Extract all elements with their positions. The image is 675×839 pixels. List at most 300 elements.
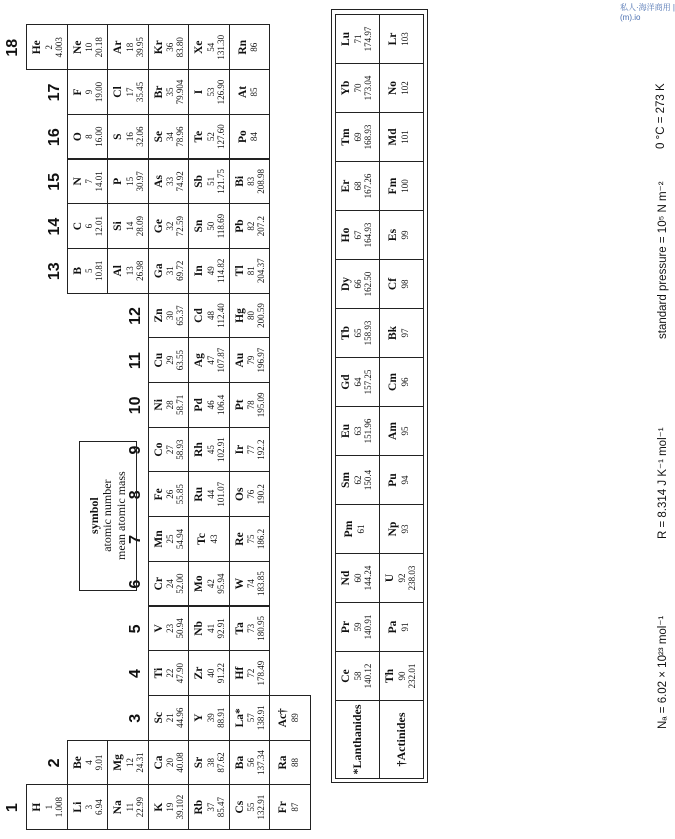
atomic-mass: 32.06: [134, 126, 145, 147]
element-symbol: Mn: [152, 530, 165, 548]
element-symbol: Dy: [340, 276, 352, 292]
atomic-number: 54: [205, 42, 216, 52]
atomic-mass: 28.09: [134, 215, 145, 237]
atomic-mass: 162.50: [362, 271, 373, 297]
group-8-header: 8: [126, 490, 144, 500]
atomic-number: 15: [124, 176, 135, 186]
atomic-number: 101: [399, 130, 410, 144]
element-be: [67, 740, 109, 786]
atomic-mass: 30.97: [134, 171, 145, 192]
element-pu: [379, 455, 424, 505]
atomic-number: 92: [396, 573, 407, 583]
atomic-number: 62: [352, 475, 363, 485]
element-at: [229, 69, 271, 115]
atomic-mass: 144.24: [362, 565, 373, 591]
element-cd: [188, 293, 230, 339]
element-symbol: Bi: [233, 175, 246, 187]
zero-celsius: 0 °C = 273 K: [655, 83, 667, 149]
atomic-number: 83: [246, 176, 257, 186]
atomic-number: 10: [84, 42, 95, 52]
atomic-number: 88: [289, 757, 300, 767]
group-1-header: 1: [4, 803, 21, 813]
element-eu: [335, 406, 380, 456]
atomic-number: 26: [165, 489, 176, 499]
actinides-label: †Actinides: [379, 700, 424, 779]
element-ra: [269, 740, 311, 786]
atomic-number: 95: [399, 426, 410, 436]
element-symbol: V: [152, 624, 165, 633]
element-po: [229, 114, 271, 160]
element-in: [188, 248, 230, 294]
atomic-mass: 39.102: [175, 794, 186, 820]
atomic-mass: 168.93: [362, 124, 373, 150]
element-symbol: Ru: [193, 486, 205, 502]
element-symbol: I: [193, 89, 205, 95]
atomic-number: 34: [165, 132, 176, 142]
group-14-header: 14: [45, 217, 63, 236]
atomic-number: 53: [205, 87, 216, 97]
element-as: [148, 159, 190, 205]
element-symbol: Cr: [152, 576, 165, 591]
atomic-mass: 196.97: [256, 347, 267, 373]
atomic-number: 93: [399, 524, 410, 534]
atomic-number: 74: [246, 579, 257, 589]
atomic-mass: 44.96: [175, 707, 186, 728]
group-3-header: 3: [126, 713, 144, 723]
atomic-number: 27: [165, 445, 176, 455]
atomic-number: 33: [165, 176, 176, 186]
element-os: [229, 471, 271, 517]
element-ti: [148, 650, 190, 696]
element-bi: [229, 159, 271, 205]
element-symbol: Po: [236, 130, 249, 144]
atomic-number: 38: [205, 757, 216, 767]
element-th: [379, 651, 424, 701]
atomic-number: 31: [165, 266, 176, 276]
element-bk: [379, 308, 424, 358]
element-v: [148, 606, 190, 652]
atomic-mass: 164.93: [362, 222, 373, 248]
element-symbol: P: [112, 177, 124, 185]
atomic-mass: 52.00: [175, 573, 186, 594]
atomic-mass: 195.09: [256, 392, 267, 418]
atomic-number: 50: [205, 221, 216, 231]
group-2-header: 2: [45, 758, 63, 768]
element-symbol: Cs: [233, 800, 246, 814]
element-np: [379, 504, 424, 554]
atomic-mass: 69.72: [175, 260, 186, 281]
element-sb: [188, 159, 230, 205]
element-h: [26, 784, 68, 830]
element-symbol: Na: [112, 800, 124, 815]
atomic-number: 58: [352, 671, 363, 681]
group-6-header: 6: [126, 579, 144, 589]
element-symbol: N: [71, 177, 84, 186]
element-ho: [335, 210, 380, 260]
element-symbol: Nb: [193, 621, 205, 636]
element-symbol: Ne: [71, 40, 84, 54]
group-4-header: 4: [126, 669, 144, 679]
element-la: [229, 695, 271, 741]
element-nd: [335, 553, 380, 603]
element-ru: [188, 471, 230, 517]
element-symbol: Zn: [152, 308, 165, 323]
element-no: [379, 63, 424, 113]
atomic-mass: 150.4: [362, 469, 373, 491]
element-symbol: Fr: [277, 801, 289, 814]
element-al: [107, 248, 149, 294]
atomic-number: 32: [165, 221, 176, 231]
element-w: [229, 561, 271, 607]
element-symbol: Kr: [152, 40, 165, 55]
element-symbol: Tl: [233, 265, 246, 277]
atomic-number: 42: [205, 579, 216, 589]
element-br: [148, 69, 190, 115]
atomic-number: 41: [205, 623, 216, 633]
atomic-number: 102: [399, 81, 410, 95]
atomic-mass: 186.2: [256, 528, 267, 550]
element-symbol: Pt: [233, 399, 246, 411]
element-te: [188, 114, 230, 160]
element-se: [148, 114, 190, 160]
element-mo: [188, 561, 230, 607]
element-xe: [188, 24, 230, 70]
atomic-mass: 95.94: [215, 573, 226, 594]
atomic-number: 9: [84, 89, 95, 95]
atomic-number: 21: [165, 713, 176, 723]
element-symbol: Cd: [193, 308, 205, 323]
element-symbol: Os: [233, 487, 246, 501]
group-9-header: 9: [126, 445, 144, 455]
element-symbol: U: [384, 573, 396, 583]
atomic-mass: 79.904: [175, 79, 186, 105]
element-symbol: Ni: [152, 399, 165, 411]
atomic-mass: 132.91: [256, 794, 267, 820]
atomic-number: 98: [399, 279, 410, 289]
atomic-number: 61: [355, 524, 366, 534]
element-symbol: Md: [387, 128, 399, 146]
lanthanides-label: *Lanthanides: [335, 700, 380, 779]
element-symbol: F: [71, 88, 84, 96]
element-symbol: W: [233, 577, 246, 590]
element-si: [107, 203, 149, 249]
atomic-mass: 74.92: [175, 171, 186, 192]
group-18-header: 18: [4, 38, 21, 57]
atomic-mass: 131.30: [215, 34, 226, 60]
gas-constant: R = 8.314 J K⁻¹ mol⁻¹: [657, 427, 669, 539]
element-mg: [107, 740, 149, 786]
element-li: [67, 784, 109, 830]
element-symbol: Cl: [112, 86, 124, 98]
element-symbol: Tb: [340, 325, 352, 341]
group-17-header: 17: [45, 83, 63, 102]
atomic-number: 51: [205, 176, 216, 186]
atomic-mass: 127.60: [215, 124, 226, 150]
element-n: [67, 159, 109, 205]
element-ta: [229, 606, 271, 652]
atomic-number: 71: [352, 34, 363, 44]
atomic-mass: 19.00: [94, 81, 105, 103]
element-au: [229, 337, 271, 383]
element-symbol: Th: [384, 668, 396, 684]
element-cs: [229, 784, 271, 830]
element-symbol: Ar: [112, 40, 124, 54]
element-symbol: Np: [387, 521, 399, 537]
atomic-mass: 121.75: [215, 168, 226, 194]
atomic-number: 12: [124, 757, 135, 767]
atomic-number: 77: [246, 445, 257, 455]
element-symbol: Mg: [112, 754, 124, 771]
atomic-number: 85: [249, 87, 260, 97]
atomic-number: 28: [165, 400, 176, 410]
atomic-number: 69: [352, 132, 363, 142]
atomic-mass: 114.82: [215, 258, 226, 283]
atomic-number: 57: [246, 713, 257, 723]
element-cu: [148, 337, 190, 383]
element-cl: [107, 69, 149, 115]
element-symbol: Li: [71, 801, 84, 813]
element-zn: [148, 293, 190, 339]
atomic-number: 37: [205, 802, 216, 812]
element-tl: [229, 248, 271, 294]
element-symbol: He: [31, 40, 43, 55]
atomic-mass: 102.91: [215, 437, 226, 462]
atomic-mass: 183.85: [256, 571, 267, 597]
element-symbol: Cf: [387, 277, 399, 291]
element-symbol: Ba: [233, 755, 246, 770]
atomic-mass: 1.008: [53, 797, 64, 818]
atomic-mass: 22.99: [134, 797, 145, 818]
atomic-mass: 39.95: [134, 37, 145, 58]
element-lu: [335, 14, 380, 64]
atomic-number: 52: [205, 132, 216, 142]
atomic-number: 47: [205, 355, 216, 365]
atomic-number: 68: [352, 181, 363, 191]
element-ne: [67, 24, 109, 70]
element-pd: [188, 382, 230, 428]
atomic-number: 94: [399, 475, 410, 485]
atomic-mass: 16.00: [94, 126, 105, 147]
atomic-number: 55: [246, 802, 257, 812]
element-fr: [269, 784, 311, 830]
atomic-mass: 192.2: [256, 439, 267, 460]
atomic-mass: 157.25: [362, 369, 373, 395]
atomic-mass: 9.01: [94, 754, 105, 771]
key-symbol: symbol: [86, 497, 101, 534]
element-ag: [188, 337, 230, 383]
element-symbol: Sm: [340, 472, 352, 488]
atomic-number: 79: [246, 355, 257, 365]
group-7-header: 7: [126, 535, 144, 544]
atomic-mass: 207.2: [256, 215, 267, 237]
element-symbol: Rb: [193, 799, 205, 815]
atomic-number: 82: [246, 221, 257, 231]
atomic-number: 99: [399, 230, 410, 240]
element-am: [379, 406, 424, 456]
atomic-mass: 208.98: [256, 168, 267, 194]
atomic-number: 72: [246, 668, 257, 678]
atomic-mass: 65.37: [175, 305, 186, 326]
atomic-mass: 47.90: [175, 662, 186, 684]
element-rh: [188, 427, 230, 473]
atomic-mass: 40.08: [175, 752, 186, 773]
element-md: [379, 112, 424, 162]
element-symbol: Ta: [233, 622, 246, 635]
element-pb: [229, 203, 271, 249]
element-y: [188, 695, 230, 741]
element-ir: [229, 427, 271, 473]
atomic-number: 84: [249, 132, 260, 142]
atomic-number: 76: [246, 489, 257, 499]
atomic-number: 1: [43, 804, 54, 810]
watermark: 私人·海洋商用 | (m).io: [620, 3, 675, 22]
atomic-mass: 174.97: [362, 26, 373, 52]
atomic-mass: 14.01: [94, 171, 105, 192]
atomic-mass: 12.01: [94, 215, 105, 237]
element-kr: [148, 24, 190, 70]
element-symbol: Al: [112, 265, 124, 277]
element-symbol: Tm: [340, 128, 352, 146]
element-cm: [379, 357, 424, 407]
atomic-number: 24: [165, 579, 176, 589]
atomic-mass: 232.01: [406, 663, 417, 689]
atomic-mass: 204.37: [256, 258, 267, 284]
element-ga: [148, 248, 190, 294]
atomic-number: 75: [246, 534, 257, 544]
atomic-number: 56: [246, 757, 257, 767]
atomic-mass: 167.26: [362, 173, 373, 199]
atomic-number: 23: [165, 623, 176, 633]
atomic-mass: 118.69: [215, 213, 226, 239]
element-sm: [335, 455, 380, 505]
element-symbol: As: [152, 174, 165, 188]
element-tm: [335, 112, 380, 162]
element-symbol: Te: [193, 130, 205, 143]
element-symbol: H: [31, 802, 43, 812]
atomic-number: 80: [246, 310, 257, 320]
element-dy: [335, 259, 380, 309]
atomic-number: 40: [205, 668, 216, 678]
element-na: [107, 784, 149, 830]
element-symbol: Pu: [387, 473, 399, 487]
atomic-mass: 50.94: [175, 618, 186, 639]
atomic-number: 86: [249, 42, 260, 52]
group-12-header: 12: [126, 307, 144, 325]
element-u: [379, 553, 424, 603]
element-cf: [379, 259, 424, 309]
element-pr: [335, 602, 380, 652]
element-symbol: Pm: [343, 520, 355, 538]
element-er: [335, 161, 380, 211]
element-symbol: Br: [152, 85, 165, 99]
atomic-number: 64: [352, 377, 363, 387]
element-co: [148, 427, 190, 473]
element-symbol: Tc: [196, 533, 208, 545]
avogadro-constant: Nₐ = 6.02 × 10²³ mol⁻¹: [657, 615, 669, 729]
atomic-mass: 78.96: [175, 126, 186, 147]
atomic-mass: 10.81: [94, 260, 105, 281]
element-ca: [148, 740, 190, 786]
element-tb: [335, 308, 380, 358]
atomic-mass: 140.91: [362, 614, 373, 640]
element-s: [107, 114, 149, 160]
atomic-mass: 140.12: [362, 663, 373, 689]
element-symbol: Ti: [152, 667, 165, 679]
atomic-mass: 126.90: [215, 79, 226, 105]
element-symbol: Fm: [387, 177, 399, 195]
atomic-number: 39: [205, 713, 216, 723]
atomic-number: 78: [246, 400, 257, 410]
element-symbol: Ir: [233, 444, 246, 455]
atomic-number: 96: [399, 377, 410, 387]
atomic-number: 36: [165, 42, 176, 52]
atomic-number: 29: [165, 355, 176, 365]
element-symbol: Re: [233, 532, 246, 546]
element-symbol: K: [152, 802, 165, 812]
atomic-mass: 6.94: [94, 799, 105, 816]
atomic-number: 7: [84, 179, 95, 184]
element-es: [379, 210, 424, 260]
atomic-mass: 180.95: [256, 615, 267, 641]
element-symbol: Sc: [152, 712, 165, 724]
element-symbol: Sb: [193, 174, 205, 188]
element-symbol: Si: [112, 221, 124, 231]
element-ac: [269, 695, 311, 741]
atomic-mass: 238.03: [406, 565, 417, 591]
atomic-mass: 112.40: [215, 303, 226, 328]
element-nb: [188, 606, 230, 652]
element-symbol: Am: [387, 422, 399, 440]
atomic-mass: 26.98: [134, 260, 145, 281]
element-sr: [188, 740, 230, 786]
element-symbol: At: [236, 85, 249, 99]
element-symbol: Y: [193, 713, 205, 722]
element-symbol: Ag: [193, 353, 205, 368]
standard-pressure: standard pressure = 10⁵ N m⁻²: [657, 181, 669, 339]
element-symbol: Er: [340, 179, 352, 193]
group-15-header: 15: [45, 172, 63, 191]
element-symbol: Ho: [340, 227, 352, 243]
atomic-number: 19: [165, 802, 176, 812]
atomic-mass: 178.49: [256, 660, 267, 686]
atomic-number: 73: [246, 623, 257, 633]
element-symbol: Pb: [233, 219, 246, 233]
element-symbol: Rh: [193, 442, 205, 457]
atomic-mass: 151.96: [362, 418, 373, 444]
atomic-mass: 83.80: [175, 37, 186, 58]
element-i: [188, 69, 230, 115]
element-gd: [335, 357, 380, 407]
element-symbol: Eu: [340, 423, 352, 439]
atomic-number: 100: [399, 179, 410, 193]
atomic-number: 97: [399, 328, 410, 338]
atomic-number: 11: [124, 802, 135, 812]
element-lr: [379, 14, 424, 64]
element-symbol: Ga: [152, 263, 165, 279]
atomic-number: 44: [205, 489, 216, 499]
atomic-mass: 101.07: [215, 481, 226, 507]
atomic-number: 63: [352, 426, 363, 436]
atomic-mass: 106.4: [215, 394, 226, 415]
element-symbol: Zr: [193, 666, 205, 680]
atomic-number: 14: [124, 221, 135, 231]
atomic-mass: 87.62: [215, 752, 226, 773]
element-symbol: Ca: [152, 755, 165, 770]
atomic-number: 103: [399, 32, 410, 46]
element-p: [107, 159, 149, 205]
atomic-number: 87: [289, 802, 300, 812]
atomic-mass: 88.91: [215, 707, 226, 728]
